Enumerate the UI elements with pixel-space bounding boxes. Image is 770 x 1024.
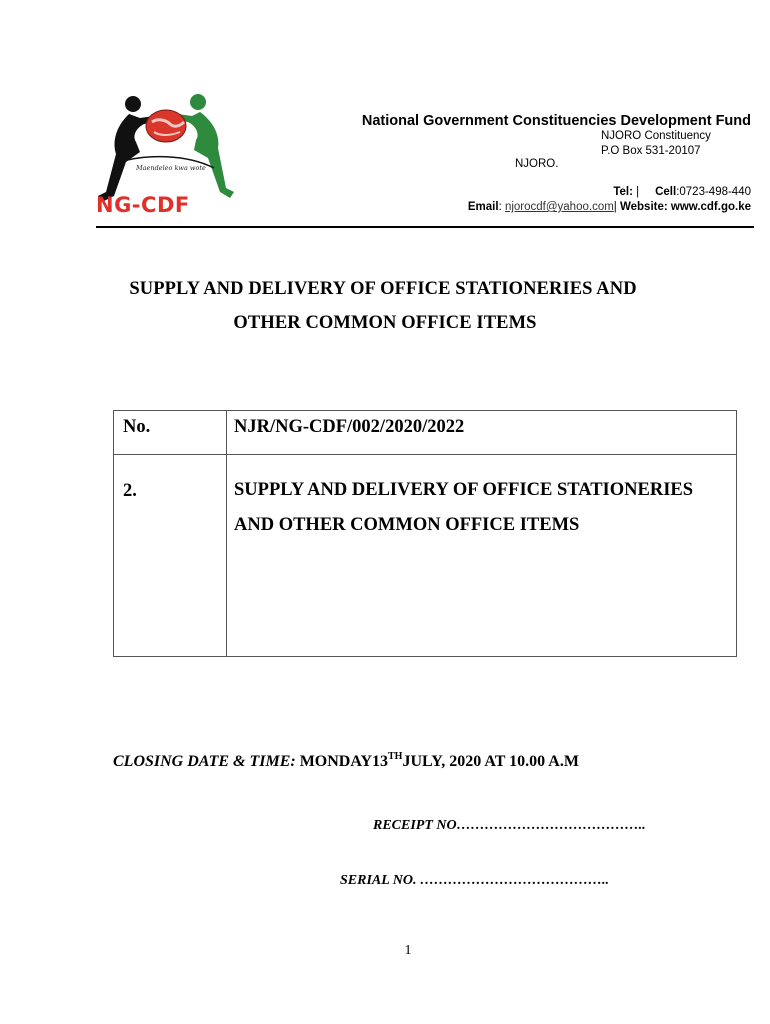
table-row-number: 2.	[123, 481, 137, 501]
tel-label: Tel:	[613, 186, 633, 198]
email-label: Email	[467, 201, 499, 213]
closing-label: CLOSING DATE & TIME:	[113, 753, 296, 770]
page-number: 1	[404, 943, 412, 958]
constituency-name: NJORO Constituency	[601, 130, 711, 142]
closing-rest: JULY, 2020 AT 10.00 A.M	[402, 753, 579, 770]
tel-separator: |	[636, 186, 640, 198]
email-website-line: Email: njorocdf@yahoo.com| Website: www.cdf.go.ke	[467, 201, 751, 213]
closing-day-suffix: TH	[388, 751, 403, 762]
closing-date-time	[113, 751, 579, 771]
closing-day: MONDAY13	[299, 753, 388, 770]
tender-reference: NJR/NG-CDF/002/2020/2022	[234, 417, 465, 437]
tender-table	[113, 410, 737, 657]
email-link[interactable]: njorocdf@yahoo.com	[504, 201, 614, 213]
contact-line	[613, 186, 751, 198]
cell-value: :0723-498-440	[676, 186, 751, 198]
document-title-line-1: SUPPLY AND DELIVERY OF OFFICE STATIONERIES AND	[129, 279, 637, 299]
cell-label: Cell	[655, 186, 677, 198]
logo-motto: Maendeleo kwa wote	[136, 164, 206, 172]
table-row-divider	[114, 454, 736, 455]
po-box: P.O Box 531-20107	[601, 145, 701, 157]
logo-text: NG-CDF	[96, 193, 190, 217]
tender-description: SUPPLY AND DELIVERY OF OFFICE STATIONERIES AND OTHER COMMON OFFICE ITEMS	[234, 480, 694, 535]
table-header-no: No.	[123, 417, 151, 437]
website-label: Website:	[619, 201, 668, 213]
town: NJORO.	[515, 158, 559, 170]
receipt-number-field: RECEIPT NO…………………………………..	[373, 818, 646, 833]
header-divider	[96, 226, 754, 228]
organization-name: National Government Constituencies Development Fund	[361, 113, 751, 129]
website-link[interactable]: www.cdf.go.ke	[670, 201, 751, 213]
document-title-line-2: OTHER COMMON OFFICE ITEMS	[233, 313, 537, 333]
page-number-container	[0, 943, 770, 959]
serial-number-field: SERIAL NO. …………………………………..	[340, 873, 610, 888]
table-column-divider	[226, 411, 227, 656]
